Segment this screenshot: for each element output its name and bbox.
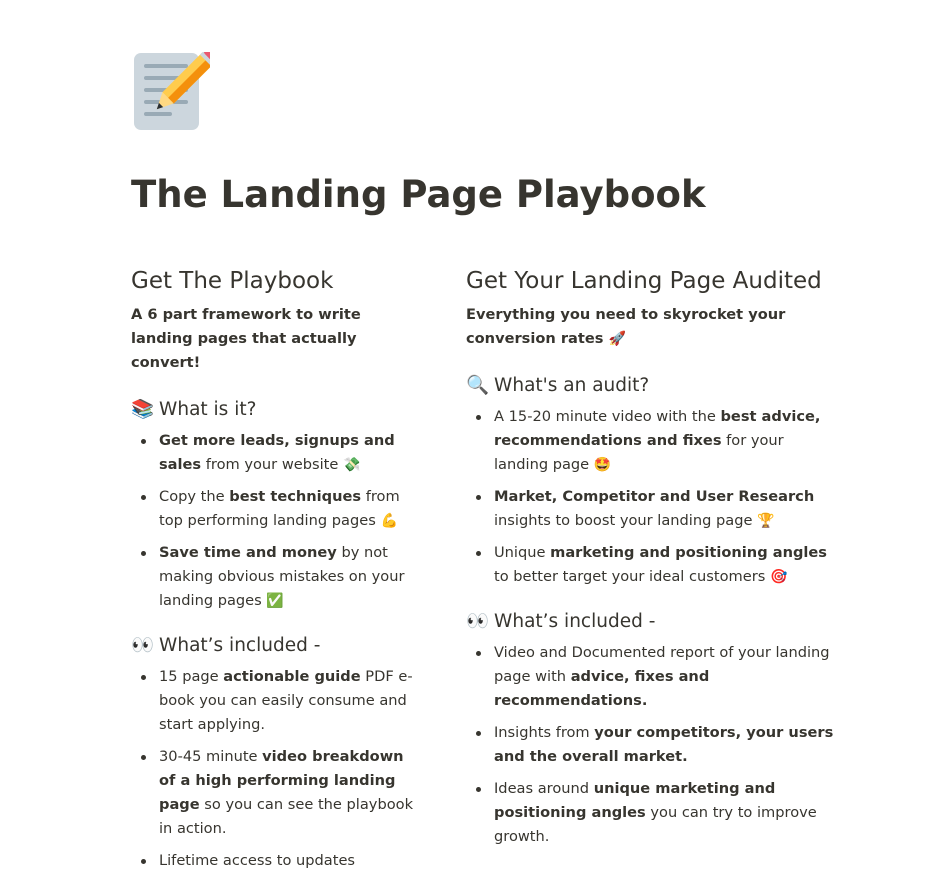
text: to better target your ideal customers [494,568,770,585]
playbook-heading: Get The Playbook [131,268,334,294]
whats-included-heading [131,631,421,661]
what-is-it-heading [131,395,421,425]
money-wings-icon: 💸 [343,457,361,473]
text: for your landing page [494,432,784,473]
text: Video and Documented report of your landing page with [494,644,830,685]
text: Unique [494,544,551,561]
list-item [466,541,841,589]
whats-an-audit-heading [466,371,841,401]
text: from your website [201,456,343,473]
playbook-subtitle: A 6 part framework to write landing pages that actually convert! [131,306,361,371]
text: Insights from [494,724,595,741]
text: PDF e-book you can easily consume and start applying. [159,668,413,733]
star-struck-icon: 🤩 [593,457,612,473]
bold-text: advice, fixes and recommendations. [494,668,710,709]
list-item [466,485,841,533]
text: Lifetime access to updates [159,852,356,869]
list-item [131,485,421,533]
text: so you can see the playbook in action. [159,796,414,837]
bold-text: best techniques [229,488,362,505]
playbook-column [131,262,421,873]
list-item [131,541,421,613]
section-title: What’s included - [494,611,656,632]
bold-text: Get more leads, signups and sales [159,432,395,473]
text: Copy the [159,488,230,505]
bold-text: best advice, recommendations and fixes [494,408,821,449]
text: Everything you need to skyrocket your conversion rates [466,306,786,347]
text: 15 page [159,668,224,685]
bold-text: unique marketing and positioning angles [494,780,776,821]
list-item [131,849,421,873]
section-title: What's an audit? [494,375,650,396]
memo-pencil-icon[interactable] [134,52,210,130]
list-item [131,429,421,477]
text: insights to boost your landing page [494,512,758,529]
bold-text: marketing and positioning angles [550,544,827,561]
list-item [466,721,841,769]
text: 30-45 minute [159,748,263,765]
books-icon: 📚 [131,399,155,420]
whats-included-heading [466,607,841,637]
magnifying-glass-icon: 🔍 [466,375,490,396]
text: Ideas around [494,780,594,797]
list-item [131,745,421,841]
whats-an-audit-list [466,405,841,589]
text: by not making obvious mistakes on your landing pages [159,544,405,609]
text: A 15-20 minute video with the [494,408,721,425]
audit-column [466,262,841,849]
check-mark-icon: ✅ [266,593,284,609]
trophy-icon: 🏆 [757,513,775,529]
bold-text: Save time and money [159,544,337,561]
direct-hit-icon: 🎯 [769,569,788,585]
what-is-it-list [131,429,421,613]
bold-text: actionable guide [223,668,361,685]
bold-text: video breakdown of a high performing landing page [159,748,404,813]
whats-included-list [466,641,841,849]
section-title: What is it? [159,399,257,420]
list-item [466,641,841,713]
page-title: The Landing Page Playbook [131,173,706,216]
flexed-biceps-icon: 💪 [380,513,398,529]
audit-subtitle [466,303,841,351]
eyes-icon: 👀 [131,635,155,656]
text: you can try to improve growth. [494,804,817,845]
bold-text: your competitors, your users and the overall market. [494,724,834,765]
eyes-icon: 👀 [466,611,490,632]
whats-included-list [131,665,421,873]
list-item [131,665,421,737]
list-item [466,405,841,477]
bold-text: Market, Competitor and User Research [494,488,815,505]
text: from top performing landing pages [159,488,400,529]
rocket-icon: 🚀 [608,331,626,347]
section-title: What’s included - [159,635,321,656]
audit-heading: Get Your Landing Page Audited [466,268,822,294]
list-item [466,777,841,849]
